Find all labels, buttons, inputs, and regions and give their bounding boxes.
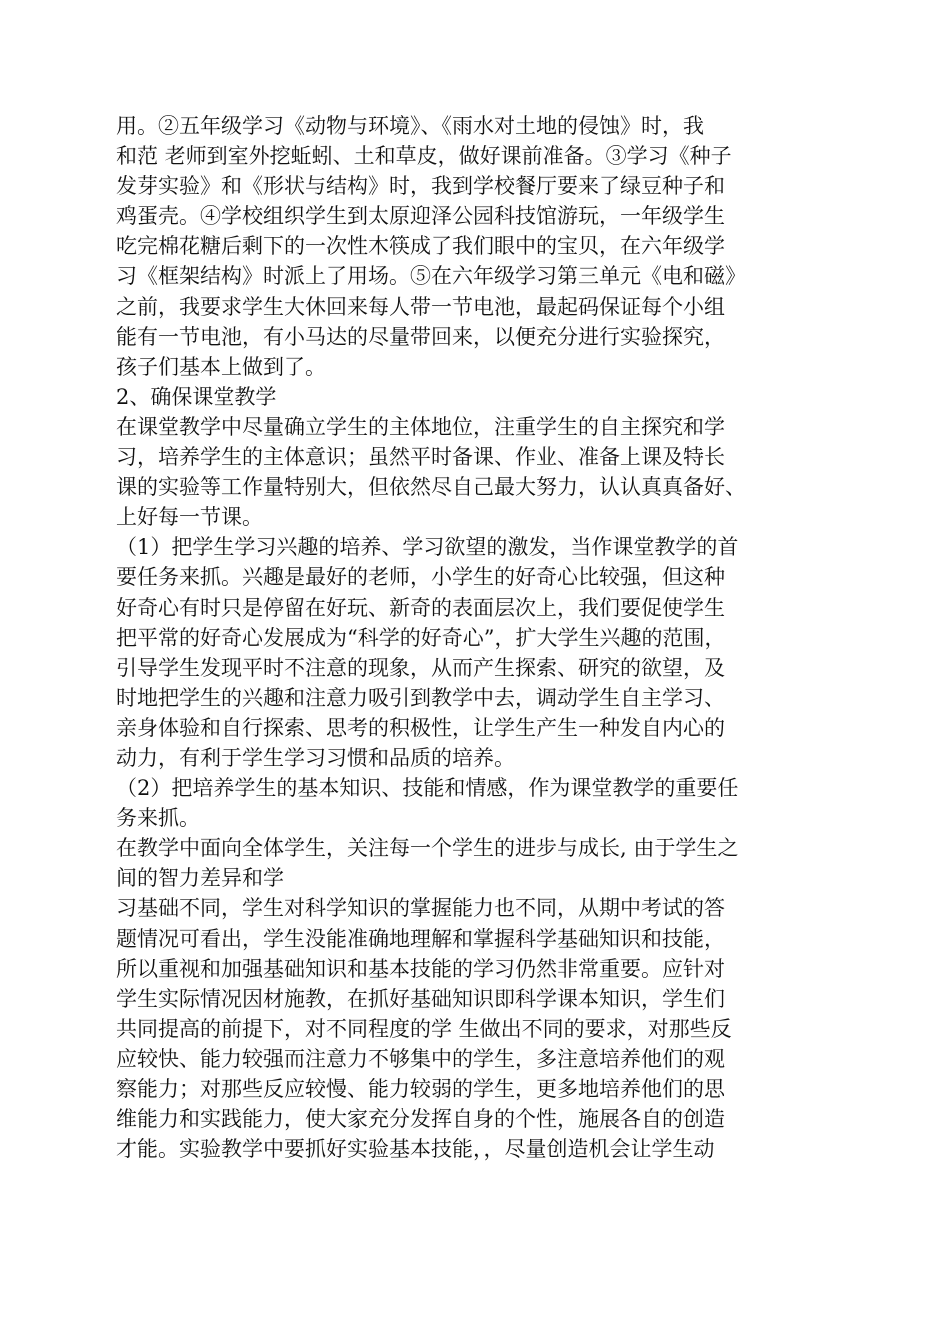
section-heading: 2、确保课堂教学 <box>116 384 277 409</box>
text-line: 才能。实验教学中要抓好实验基本技能，，尽量创造机会让学生动 <box>116 1137 715 1162</box>
text-line: 吃完棉花糖后剩下的一次性木筷成了我们眼中的宝贝，在六年级学 <box>116 234 725 259</box>
text-line: 孩子们基本上做到了。 <box>116 354 326 379</box>
text-line: 习，培养学生的主体意识；虽然平时备课、作业、准备上课及特长 <box>116 445 725 470</box>
text-line: 察能力；对那些反应较慢、能力较弱的学生，更多地培养他们的思 <box>116 1077 725 1101</box>
text-line: 上好每一节课。 <box>116 505 263 530</box>
text-line: 在课堂教学中尽量确立学生的主体地位，注重学生的自主探究和学 <box>116 414 725 439</box>
text-line: 间的智力差异和学 <box>116 866 284 891</box>
text-line: 之前，我要求学生大休回来每人带一节电池，最起码保证每个小组 <box>116 294 725 319</box>
text-line: 把平常的好奇心发展成为“科学的好奇心”，扩大学生兴趣的范围， <box>116 625 726 650</box>
text-line: 应较快、能力较强而注意力不够集中的学生，多注意培养他们的观 <box>116 1046 725 1071</box>
text-line: 发芽实验》和《形状与结构》时，我到学校餐厅要来了绿豆种子和 <box>116 174 725 199</box>
text-line: 共同提高的前提下，对不同程度的学 生做出不同的要求，对那些反 <box>116 1016 732 1041</box>
text-line: 习《框架结构》时派上了用场。⑤在六年级学习第三单元《电和磁》 <box>116 264 746 289</box>
document-body <box>116 111 846 1164</box>
text-line: 鸡蛋壳。④学校组织学生到太原迎泽公园科技馆游玩，一年级学生 <box>116 204 725 229</box>
text-line: （2）把培养学生的基本知识、技能和情感，作为课堂教学的重要任 <box>116 776 739 801</box>
text-line: 课的实验等工作量特别大，但依然尽自己最大努力，认认真真备好、 <box>116 475 746 500</box>
text-line: 能有一节电池，有小马达的尽量带回来，以便充分进行实验探究， <box>116 324 725 349</box>
text-line: 题情况可看出，学生没能准确地理解和掌握科学基础知识和技能， <box>116 926 725 951</box>
text-line: 用。②五年级学习《动物与环境》、《雨水对土地的侵蚀》时，我 <box>116 114 704 138</box>
text-line: 动力，有利于学生学习习惯和品质的培养。 <box>116 745 515 770</box>
text-line: 好奇心有时只是停留在好玩、新奇的表面层次上，我们要促使学生 <box>116 595 725 620</box>
text-line: 引导学生发现平时不注意的现象，从而产生探索、研究的欲望，及 <box>116 655 725 680</box>
text-line: 要任务来抓。兴趣是最好的老师，小学生的好奇心比较强，但这种 <box>116 565 725 590</box>
text-line: 习基础不同，学生对科学知识的掌握能力也不同，从期中考试的答 <box>116 896 725 921</box>
text-line: 维能力和实践能力，使大家充分发挥自身的个性，施展各自的创造 <box>116 1107 725 1132</box>
text-line: 时地把学生的兴趣和注意力吸引到教学中去，调动学生自主学习、 <box>116 685 725 710</box>
text-line: 亲身体验和自行探索、思考的积极性，让学生产生一种发自内心的 <box>116 715 725 740</box>
text-line: 在教学中面向全体学生，关注每一个学生的进步与成长, 由于学生之 <box>116 836 739 861</box>
text-line: 和范 老师到室外挖蚯蚓、土和草皮，做好课前准备。③学习《种子 <box>116 144 732 169</box>
text-line: 学生实际情况因材施教，在抓好基础知识即科学课本知识，学生们 <box>116 986 725 1011</box>
text-line: 所以重视和加强基础知识和基本技能的学习仍然非常重要。应针对 <box>116 956 725 981</box>
text-line: （1）把学生学习兴趣的培养、学习欲望的激发，当作课堂教学的首 <box>116 535 739 560</box>
text-line: 务来抓。 <box>116 806 200 831</box>
